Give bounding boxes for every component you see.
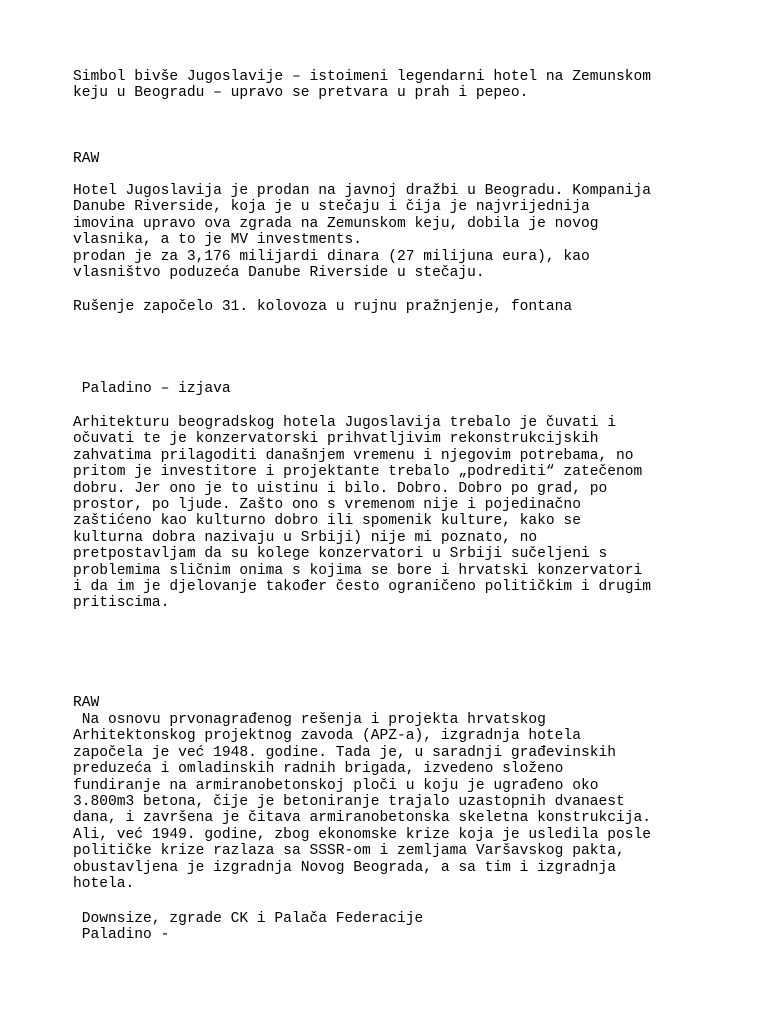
downsize-line: Downsize, zgrade CK i Palača Federacije <box>73 911 424 927</box>
raw-label: RAW <box>73 151 100 167</box>
sale-paragraph: Hotel Jugoslavija je prodan na javnoj dražbi u Beogradu. Kompanija Danube Riverside, koja je u stečaju i čija je najvrijednija imovina upravo ova zgrada na Zemunskom keju, dobila je novog vlasnika, a to je MV investments. prodan je za 3,176 milijardi dinara (27 milijuna eura), kao vlasništvo poduzeća Danube Riverside u stečaju. <box>73 183 652 282</box>
paladino-statement: Arhitekturu beogradskog hotela Jugoslavija trebalo je čuvati i očuvati te je konzervatorski prihvatljivim rekonstrukcijskih zahvatima prilagoditi današnjem vremenu i njegovim potrebama, no pritom je investitore i projektante trebalo „podrediti“ zatečenom dobru. Jer ono je to uistinu i bilo. Dobro. Dobro po grad, po prostor, po ljude. Zašto ono s vremenom nije i pojedinačno zaštićeno kao kulturno dobro ili spomenik kulture, kako se kulturna dobra nazivaju u Srbiji) nije mi poznato, no pretpostavljam da su kolege konzervatori u Srbiji sučeljeni s problemima sličnim onima s kojima se bore i hrvatski konzervatori i da im je djelovanje također često ograničeno političkim i drugim pritiscima. <box>73 415 652 612</box>
paladino-trailing-line: Paladino - <box>73 927 170 943</box>
demolition-line: Rušenje započelo 31. kolovoza u rujnu pražnjenje, fontana <box>73 299 573 315</box>
intro-paragraph: Simbol bivše Jugoslavije – istoimeni legendarni hotel na Zemunskom keju u Beogradu – upravo se pretvara u prah i pepeo. <box>73 69 652 102</box>
paladino-heading: Paladino – izjava <box>73 381 231 397</box>
raw-label: RAW <box>73 695 100 711</box>
history-paragraph: Na osnovu prvonagrađenog rešenja i projekta hrvatskog Arhitektonskog projektnog zavoda (APZ-a), izgradnja hotela započela je već 1948. godine. Tada je, u saradnji građevinskih preduzeća i omladinskih radnih brigada, izvedeno složeno fundiranje na armiranobetonskoj ploči u koju je ugrađeno oko 3.800m3 betona, čije je betoniranje trajalo uzastopnih dvanaest dana, i završena je čitava armiranobetonska skeletna konstrukcija. Ali, već 1949. godine, zbog ekonomske krize koja je usledila posle političke krize razlaza sa SSSR-om i zemljama Varšavskog pakta, obustavljena je izgradnja Novog Beograda, a sa tim i izgradnja hotela. <box>73 712 652 893</box>
